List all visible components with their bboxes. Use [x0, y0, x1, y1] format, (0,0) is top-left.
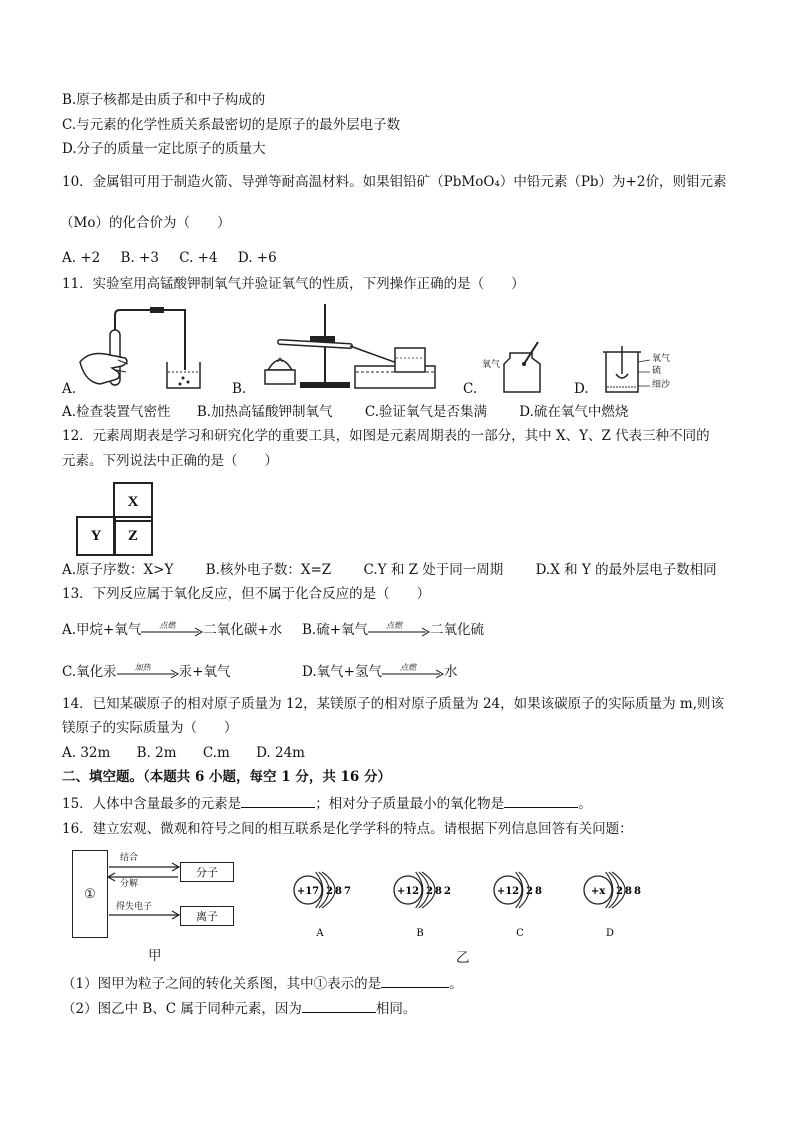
- atom-diagram-c: [494, 872, 542, 939]
- q14-option-d: D. 24m: [256, 745, 305, 761]
- q11-img-letter-b: B.: [232, 381, 247, 397]
- diagram-jia-gain-lose: 得失电子: [116, 902, 153, 912]
- q9-option-d: D.分子的质量一定比原子的质量大: [62, 141, 266, 157]
- q13-stem: 13．下列反应属于氧化反应，但不属于化合反应的是（ ）: [62, 586, 431, 602]
- q11-img-letter-d: D.: [574, 381, 589, 397]
- q11-options: [62, 404, 628, 420]
- q16-stem: 16．建立宏观、微观和符号之间的相互联系是化学学科的特点。请根据下列信息回答有关问题：: [62, 821, 633, 837]
- electron-count: 8: [625, 886, 632, 897]
- reaction-arrow-heat: 加热: [117, 666, 179, 680]
- q16-blank-2[interactable]: [302, 1000, 376, 1013]
- nucleus-charge: +12: [396, 886, 420, 897]
- q10-options: [62, 250, 277, 266]
- nucleus-charge: +17: [296, 886, 320, 897]
- periodic-cell-z: Z: [113, 516, 153, 556]
- q15-line: 15．人体中含量最多的元素是 ；相对分子质量最小的氧化物是 。: [62, 796, 592, 812]
- q14-option-b: B. 2m: [136, 745, 177, 761]
- electron-count: 8: [535, 886, 542, 897]
- electron-count: 2: [444, 886, 451, 897]
- q13-option-a: A.甲烷+氧气 点燃 二氧化碳+水: [62, 620, 283, 638]
- atom-label: A: [316, 928, 324, 939]
- q13-option-d: D.氧气+氢气 点燃 水: [302, 662, 458, 680]
- q9-option-c: C.与元素的化学性质关系最密切的是原子的最外层电子数: [62, 117, 401, 133]
- q9-option-b: B.原子核都是由质子和中子构成的: [62, 92, 266, 108]
- q12-option-c: C.Y 和 Z 处于同一周期: [363, 562, 504, 578]
- q10-stem-line1: 10．金属钼可用于制造火箭、导弹等耐高温材料。如果钼铅矿（PbMoO₄）中铅元素（Pb）为+2价，则钼元素: [62, 174, 727, 190]
- apparatus-d-label-sulfur: 硫: [652, 366, 662, 376]
- nucleus-charge: +12: [496, 886, 520, 897]
- q11-option-c: C.验证氧气是否集满: [364, 404, 487, 420]
- q14-options: [62, 745, 305, 761]
- atom-diagram-d: [584, 872, 641, 939]
- q12-stem-line1: 12．元素周期表是学习和研究化学的重要工具，如图是元素周期表的一部分，其中 X、Y、Z 代表三种不同的: [62, 428, 710, 444]
- q14-stem-line2: 镁原子的实际质量为（ ）: [62, 720, 238, 736]
- diagram-jia: [72, 850, 242, 940]
- q10-option-d: D. +6: [237, 250, 277, 266]
- diagram-jia-molecule-box: 分子: [180, 862, 234, 882]
- q16-blank-1[interactable]: [381, 975, 449, 988]
- electron-count: 2: [326, 886, 333, 897]
- electron-count: 7: [344, 886, 351, 897]
- q12-option-b: B.核外电子数：X=Z: [205, 562, 332, 578]
- q15-blank-1[interactable]: [241, 795, 315, 808]
- q10-option-a: A. +2: [62, 250, 101, 266]
- q11-option-b: B.加热高锰酸钾制氧气: [196, 404, 333, 420]
- diagram-yi-atoms: [280, 852, 660, 942]
- electron-count: 2: [426, 886, 433, 897]
- periodic-cell-x: X: [113, 482, 153, 522]
- q15-blank-2[interactable]: [504, 795, 578, 808]
- atom-diagram-b: [394, 872, 451, 939]
- q11-option-a: A.检查装置气密性: [62, 404, 171, 420]
- diagram-jia-main-box: ①: [72, 850, 108, 938]
- q13-option-c: C.氧化汞 加热 汞+氧气: [62, 662, 231, 680]
- electron-count: 8: [634, 886, 641, 897]
- q12-stem-line2: 元素。下列说法中正确的是（ ）: [62, 453, 278, 469]
- q16-sub1: （1）图甲为粒子之间的转化关系图，其中①表示的是 。: [62, 976, 463, 992]
- apparatus-a-illustration: [70, 300, 210, 395]
- apparatus-c-label: 氧气: [482, 360, 501, 370]
- caption-yi: 乙: [456, 950, 470, 966]
- electron-count: 2: [526, 886, 533, 897]
- q12-options: [62, 562, 717, 578]
- diagram-jia-decompose: 分解: [120, 879, 139, 889]
- diagram-jia-ion-box: 离子: [180, 906, 234, 926]
- atom-label: C: [516, 928, 524, 939]
- atom-label: B: [416, 928, 424, 939]
- q11-img-letter-c: C.: [463, 381, 478, 397]
- atom-diagram-a: [294, 872, 351, 939]
- atom-label: D: [605, 928, 615, 939]
- q11-img-letter-a: A.: [62, 381, 77, 397]
- q10-stem-line2: （Mo）的化合价为（ ）: [60, 215, 231, 231]
- q14-stem-line1: 14．已知某碳原子的相对原子质量为 12，某镁原子的相对原子质量为 24，如果该碳原子的实际质量为 m,则该: [62, 696, 724, 712]
- apparatus-b-illustration: [250, 300, 440, 395]
- q11-option-d: D.硫在氧气中燃烧: [519, 404, 629, 420]
- q13-option-b: B.硫+氧气 点燃 二氧化硫: [302, 620, 485, 638]
- reaction-arrow-ignite: 点燃: [368, 624, 430, 638]
- apparatus-d-label-sand: 细沙: [652, 380, 671, 390]
- nucleus-charge: +x: [590, 886, 606, 897]
- q10-option-b: B. +3: [120, 250, 159, 266]
- q12-option-a: A.原子序数：X>Y: [62, 562, 174, 578]
- q12-option-d: D.X 和 Y 的最外层电子数相同: [535, 562, 717, 578]
- electron-count: 8: [335, 886, 342, 897]
- q16-sub2: （2）图乙中 B、C 属于同种元素，因为 相同。: [62, 1001, 417, 1017]
- electron-count: 8: [435, 886, 442, 897]
- q11-stem: 11．实验室用高锰酸钾制氧气并验证氧气的性质，下列操作正确的是（ ）: [62, 276, 525, 292]
- apparatus-d-label-oxygen: 氧气: [652, 354, 671, 364]
- q14-option-c: C.m: [202, 745, 230, 761]
- reaction-arrow-ignite: 点燃: [382, 666, 444, 680]
- caption-jia: 甲: [148, 948, 162, 964]
- diagram-jia-arrows: [72, 850, 242, 940]
- q14-option-a: A. 32m: [62, 745, 111, 761]
- diagram-jia-combine: 结合: [120, 853, 139, 863]
- reaction-arrow-ignite: 点燃: [141, 624, 203, 638]
- periodic-cell-y: Y: [76, 516, 116, 556]
- q10-option-c: C. +4: [179, 250, 218, 266]
- section-title-fill-in: 二、填空题。（本题共 6 小题，每空 1 分，共 16 分）: [62, 769, 392, 785]
- electron-count: 2: [616, 886, 623, 897]
